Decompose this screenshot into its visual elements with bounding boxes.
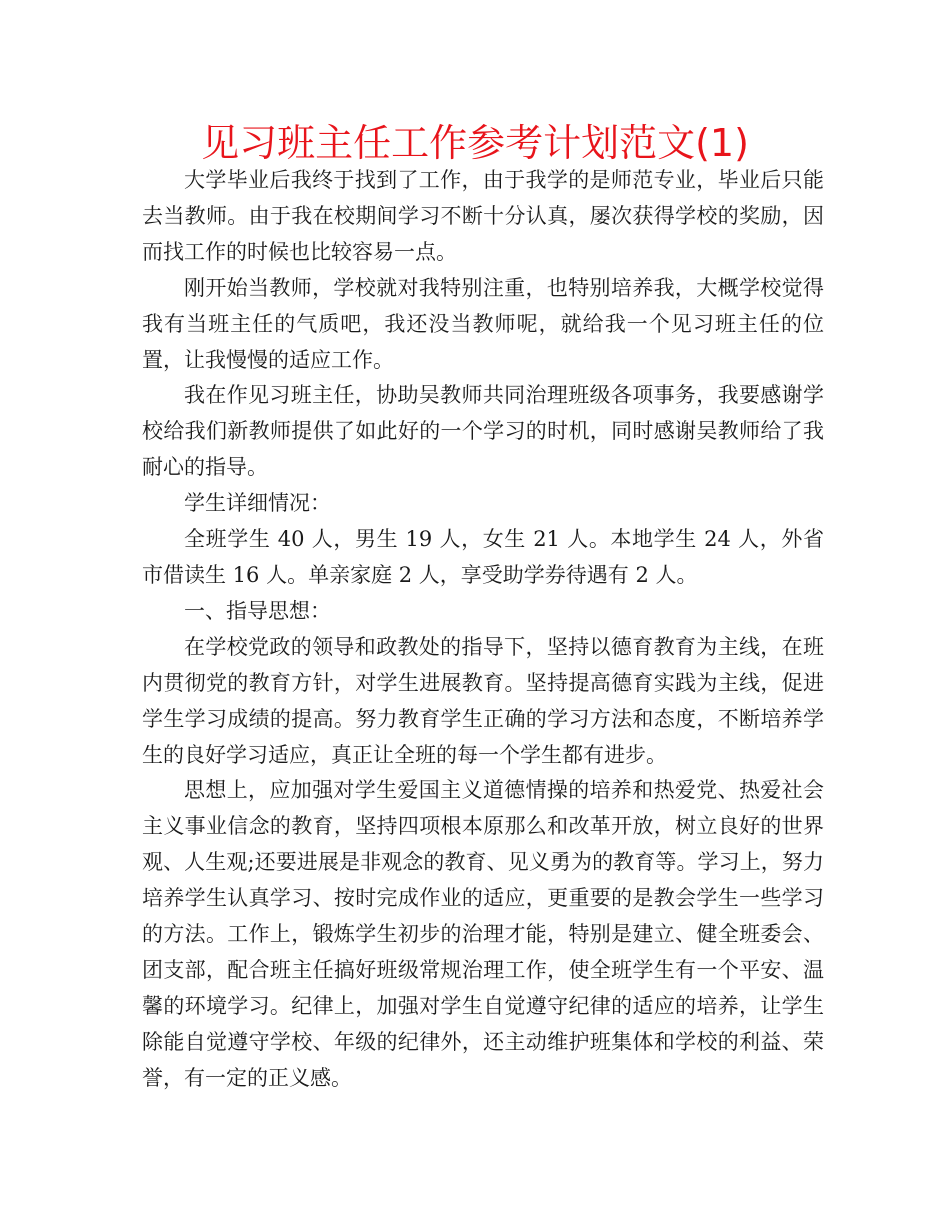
document-body [142, 163, 824, 1097]
paragraph-student-heading: 学生详细情况： [184, 491, 331, 516]
document-title: 见习班主任工作参考计划范文(1) [201, 121, 749, 165]
paragraph-guiding-ideas: 在学校党政的领导和政教处的指导下，坚持以德育教育为主线，在班内贯彻党的教育方针，对学生进展教育。坚持提高德育实践为主线，促进学生学习成绩的提高。努力教育学生正确的学习方法和态度，不断培养学生的良好学习适应，真正让全班的每一个学生都有进步。 [142, 634, 824, 767]
paragraph-student-stats: 全班学生 40 人，男生 19 人，女生 21 人。本地学生 24 人，外省市借读生 16 人。单亲家庭 2 人，享受助学券待遇有 2 人。 [142, 527, 824, 587]
paragraph-intro: 大学毕业后我终于找到了工作，由于我学的是师范专业，毕业后只能去当教师。由于我在校期间学习不断十分认真，屡次获得学校的奖励，因而找工作的时候也比较容易一点。 [142, 168, 824, 264]
paragraph-plan-details: 思想上，应加强对学生爱国主义道德情操的培养和热爱党、热爱社会主义事业信念的教育，坚持四项根本原那么和改革开放，树立良好的世界观、人生观;还要进展是非观念的教育、见义勇为的教育等。学习上，努力培养学生认真学习、按时完成作业的适应，更重要的是教会学生一些学习的方法。工作上，锻炼学生初步的治理才能，特别是建立、健全班委会、团支部，配合班主任搞好班级常规治理工作，使全班学生有一个平安、温馨的环境学习。纪律上，加强对学生自觉遵守纪律的适应的培养，让学生除能自觉遵守学校、年级的纪律外，还主动维护班集体和学校的利益、荣誉，有一定的正义感。 [142, 778, 824, 1090]
paragraph-guiding-heading: 一、指导思想： [184, 598, 331, 623]
paragraph-start-teaching: 刚开始当教师，学校就对我特别注重，也特别培养我，大概学校觉得我有当班主任的气质吧，我还没当教师呢，就给我一个见习班主任的位置，让我慢慢的适应工作。 [142, 275, 824, 372]
paragraph-assist-teacher: 我在作见习班主任，协助吴教师共同治理班级各项事务，我要感谢学校给我们新教师提供了如此好的一个学习的时机，同时感谢吴教师给了我耐心的指导。 [142, 383, 824, 480]
